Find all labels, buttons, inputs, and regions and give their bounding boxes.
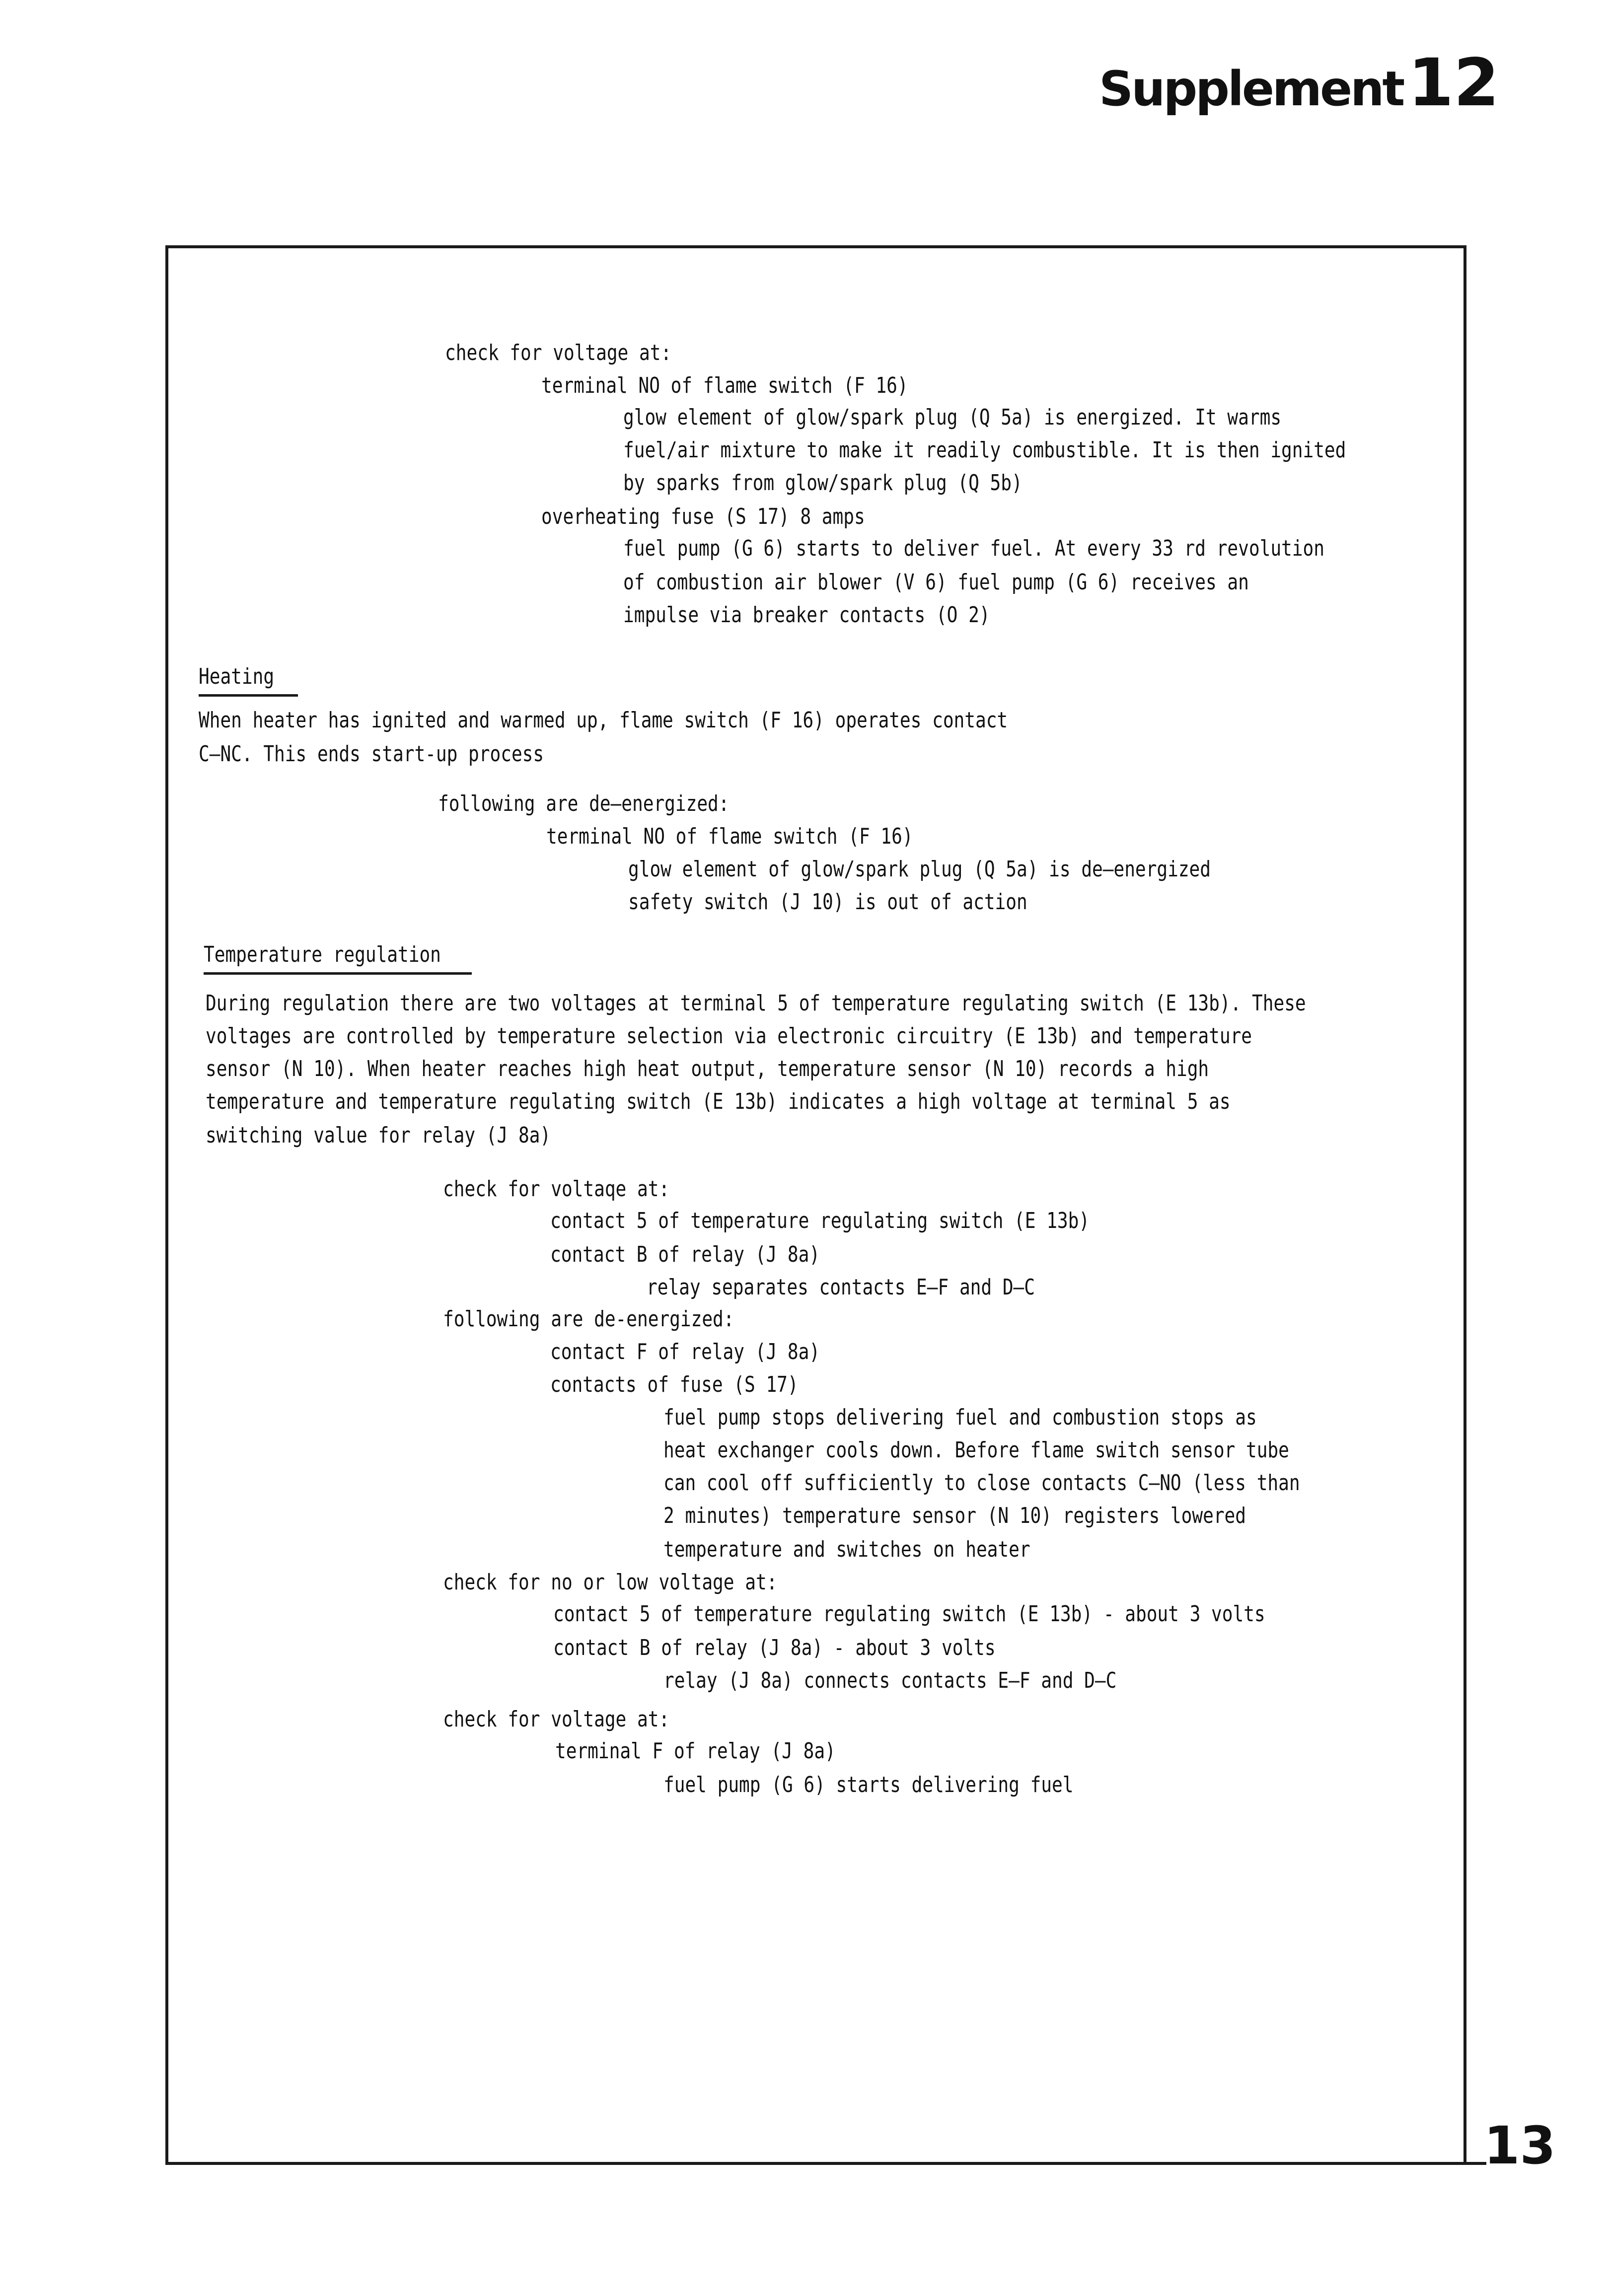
text-line: heat exchanger cools down. Before flame switch sensor tube [663, 1437, 1289, 1463]
heading-underline [199, 694, 298, 697]
text-line: glow element of glow/spark plug (Q 5a) is energized. It warms [623, 405, 1282, 430]
text-line: check for voltage at: [445, 340, 672, 365]
text-line: switching value for relay (J 8a) [206, 1123, 551, 1148]
page-number-rule [1466, 2162, 1486, 2165]
text-line: glow element of glow/spark plug (Q 5a) is de—energized [628, 857, 1211, 882]
text-line: fuel pump stops delivering fuel and combustion stops as [663, 1405, 1257, 1430]
text-line: terminal F of relay (J 8a) [555, 1738, 836, 1764]
text-line: temperature and temperature regulating switch (E 13b) indicates a high voltage at terminal 5 as [206, 1089, 1231, 1114]
text-line: of combustion air blower (V 6) fuel pump (G 6) receives an [623, 570, 1249, 595]
heading-underline [204, 972, 472, 975]
text-line: check for voltaqe at: [443, 1176, 670, 1202]
text-line: fuel pump (G 6) starts to deliver fuel. At every 33 rd revolution [623, 536, 1324, 561]
text-line: 2 minutes) temperature sensor (N 10) registers lowered [663, 1503, 1246, 1528]
text-line: During regulation there are two voltages at terminal 5 of temperature regulating switch (E 13b). These [206, 991, 1306, 1016]
supplement-number: 12 [1408, 45, 1499, 121]
text-line: overheating fuse (S 17) 8 amps [541, 504, 865, 529]
text-line: contact F of relay (J 8a) [550, 1339, 820, 1364]
text-line: impulse via breaker contacts (O 2) [623, 602, 990, 628]
text-line: contacts of fuse (S 17) [550, 1372, 799, 1397]
text-line: C—NC. This ends start-up process [199, 741, 544, 767]
text-line: relay (J 8a) connects contacts E—F and D—C [663, 1668, 1117, 1693]
page-number: 13 [1484, 2115, 1556, 2176]
section-heading-heating: Heating [199, 664, 275, 689]
supplement-header [1099, 45, 1499, 121]
text-line: check for no or low voltage at: [443, 1570, 778, 1595]
section-heading-temperature-regulation: Temperature regulation [204, 942, 441, 967]
text-line: voltages are controlled by temperature selection via electronic circuitry (E 13b) and temperature [206, 1023, 1252, 1049]
text-line: When heater has ignited and warmed up, flame switch (F 16) operates contact [199, 708, 1008, 733]
text-line: contact B of relay (J 8a) - about 3 volts [553, 1635, 996, 1660]
text-line: by sparks from glow/spark plug (Q 5b) [623, 470, 1023, 496]
text-line: sensor (N 10). When heater reaches high heat output, temperature sensor (N 10) records a high [206, 1056, 1209, 1081]
supplement-label: Supplement [1098, 61, 1403, 117]
text-line: terminal NO of flame switch (F 16) [541, 373, 908, 398]
text-line: check for voltage at: [443, 1707, 670, 1732]
text-line: temperature and switches on heater [663, 1537, 1030, 1562]
text-line: relay separates contacts E—F and D—C [647, 1275, 1035, 1300]
text-line: contact 5 of temperature regulating switch (E 13b) [550, 1208, 1090, 1233]
text-line: terminal NO of flame switch (F 16) [546, 824, 913, 849]
text-line: following are de—energized: [438, 791, 730, 816]
text-line: can cool off sufficiently to close contacts C—NO (less than [663, 1470, 1300, 1496]
text-line: safety switch (J 10) is out of action [628, 889, 1027, 915]
text-line: contact 5 of temperature regulating switch (E 13b) - about 3 volts [553, 1601, 1265, 1627]
text-line: fuel pump (G 6) starts delivering fuel [663, 1772, 1074, 1797]
text-line: following are de-energized: [443, 1306, 734, 1332]
text-line: fuel/air mixture to make it readily combustible. It is then ignited [623, 437, 1346, 463]
text-line: contact B of relay (J 8a) [550, 1242, 820, 1267]
